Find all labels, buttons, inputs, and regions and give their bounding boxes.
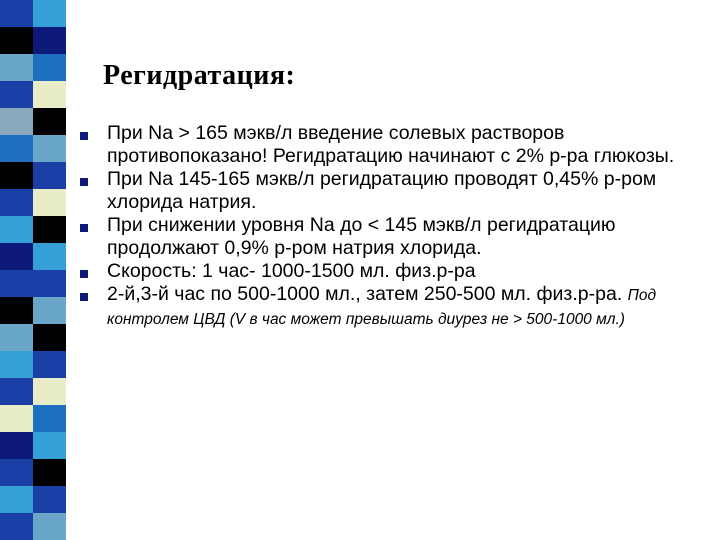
stripe-cell bbox=[0, 243, 33, 270]
stripe-cell bbox=[33, 27, 66, 54]
bullet-text: При снижении уровня Na до < 145 мэкв/л регидратацию продолжают 0,9% р-ром натрия хлорида. bbox=[107, 214, 616, 259]
stripe-cell bbox=[0, 351, 33, 378]
stripe-cell bbox=[33, 432, 66, 459]
slide-title: Регидратация: bbox=[103, 60, 296, 91]
stripe-cell bbox=[0, 486, 33, 513]
stripe-cell bbox=[0, 216, 33, 243]
stripe-cell bbox=[0, 189, 33, 216]
bullet-text: Скорость: 1 час- 1000-1500 мл. физ.р-ра bbox=[107, 260, 476, 282]
stripe-cell bbox=[33, 405, 66, 432]
stripe-cell bbox=[0, 27, 33, 54]
stripe-cell bbox=[33, 270, 66, 297]
stripe-cell bbox=[33, 297, 66, 324]
stripe-cell bbox=[33, 459, 66, 486]
decorative-stripe-bar bbox=[0, 0, 66, 540]
stripe-cell bbox=[33, 513, 66, 540]
bullet-text: При Na > 165 мэкв/л введение солевых растворов противопоказано! Регидратацию начинают с 2% р-ра глюкозы. bbox=[107, 122, 675, 167]
stripe-cell bbox=[0, 405, 33, 432]
bullet-item bbox=[80, 122, 716, 168]
stripe-cell bbox=[0, 459, 33, 486]
bullet-note: Под контролем ЦВД (V в час может превышать диурез не > 500-1000 мл.) bbox=[107, 287, 657, 328]
stripe-cell bbox=[33, 189, 66, 216]
stripe-cell bbox=[33, 324, 66, 351]
stripe-cell bbox=[33, 54, 66, 81]
stripe-cell bbox=[33, 108, 66, 135]
stripe-cell bbox=[33, 0, 66, 27]
stripe-cell bbox=[0, 297, 33, 324]
stripe-cell bbox=[0, 270, 33, 297]
bullet-item bbox=[80, 260, 716, 283]
stripe-cell bbox=[33, 162, 66, 189]
bullet-text: 2-й,3-й час по 500-1000 мл., затем 250-500 мл. физ.р-ра. bbox=[107, 283, 623, 305]
stripe-cell bbox=[0, 135, 33, 162]
stripe-cell bbox=[33, 243, 66, 270]
bullet-square-icon bbox=[80, 132, 88, 140]
bullet-list bbox=[80, 122, 716, 331]
bullet-square-icon bbox=[80, 270, 88, 278]
stripe-cell bbox=[0, 432, 33, 459]
bullet-item bbox=[80, 214, 716, 260]
stripe-cell bbox=[33, 81, 66, 108]
stripe-cell bbox=[33, 135, 66, 162]
stripe-cell bbox=[33, 486, 66, 513]
bullet-square-icon bbox=[80, 178, 88, 186]
bullet-item bbox=[80, 283, 716, 331]
bullet-text: При Na 145-165 мэкв/л регидратацию проводят 0,45% р-ром хлорида натрия. bbox=[107, 168, 657, 213]
bullet-item bbox=[80, 168, 716, 214]
stripe-cell bbox=[0, 54, 33, 81]
bullet-square-icon bbox=[80, 224, 88, 232]
stripe-cell bbox=[0, 324, 33, 351]
stripe-cell bbox=[0, 378, 33, 405]
stripe-cell bbox=[33, 216, 66, 243]
stripe-cell bbox=[0, 513, 33, 540]
stripe-column-left bbox=[0, 0, 33, 540]
stripe-cell bbox=[0, 0, 33, 27]
stripe-cell bbox=[33, 351, 66, 378]
stripe-cell bbox=[0, 81, 33, 108]
bullet-square-icon bbox=[80, 293, 88, 301]
stripe-cell bbox=[33, 378, 66, 405]
stripe-cell bbox=[0, 108, 33, 135]
stripe-column-right bbox=[33, 0, 66, 540]
stripe-cell bbox=[0, 162, 33, 189]
